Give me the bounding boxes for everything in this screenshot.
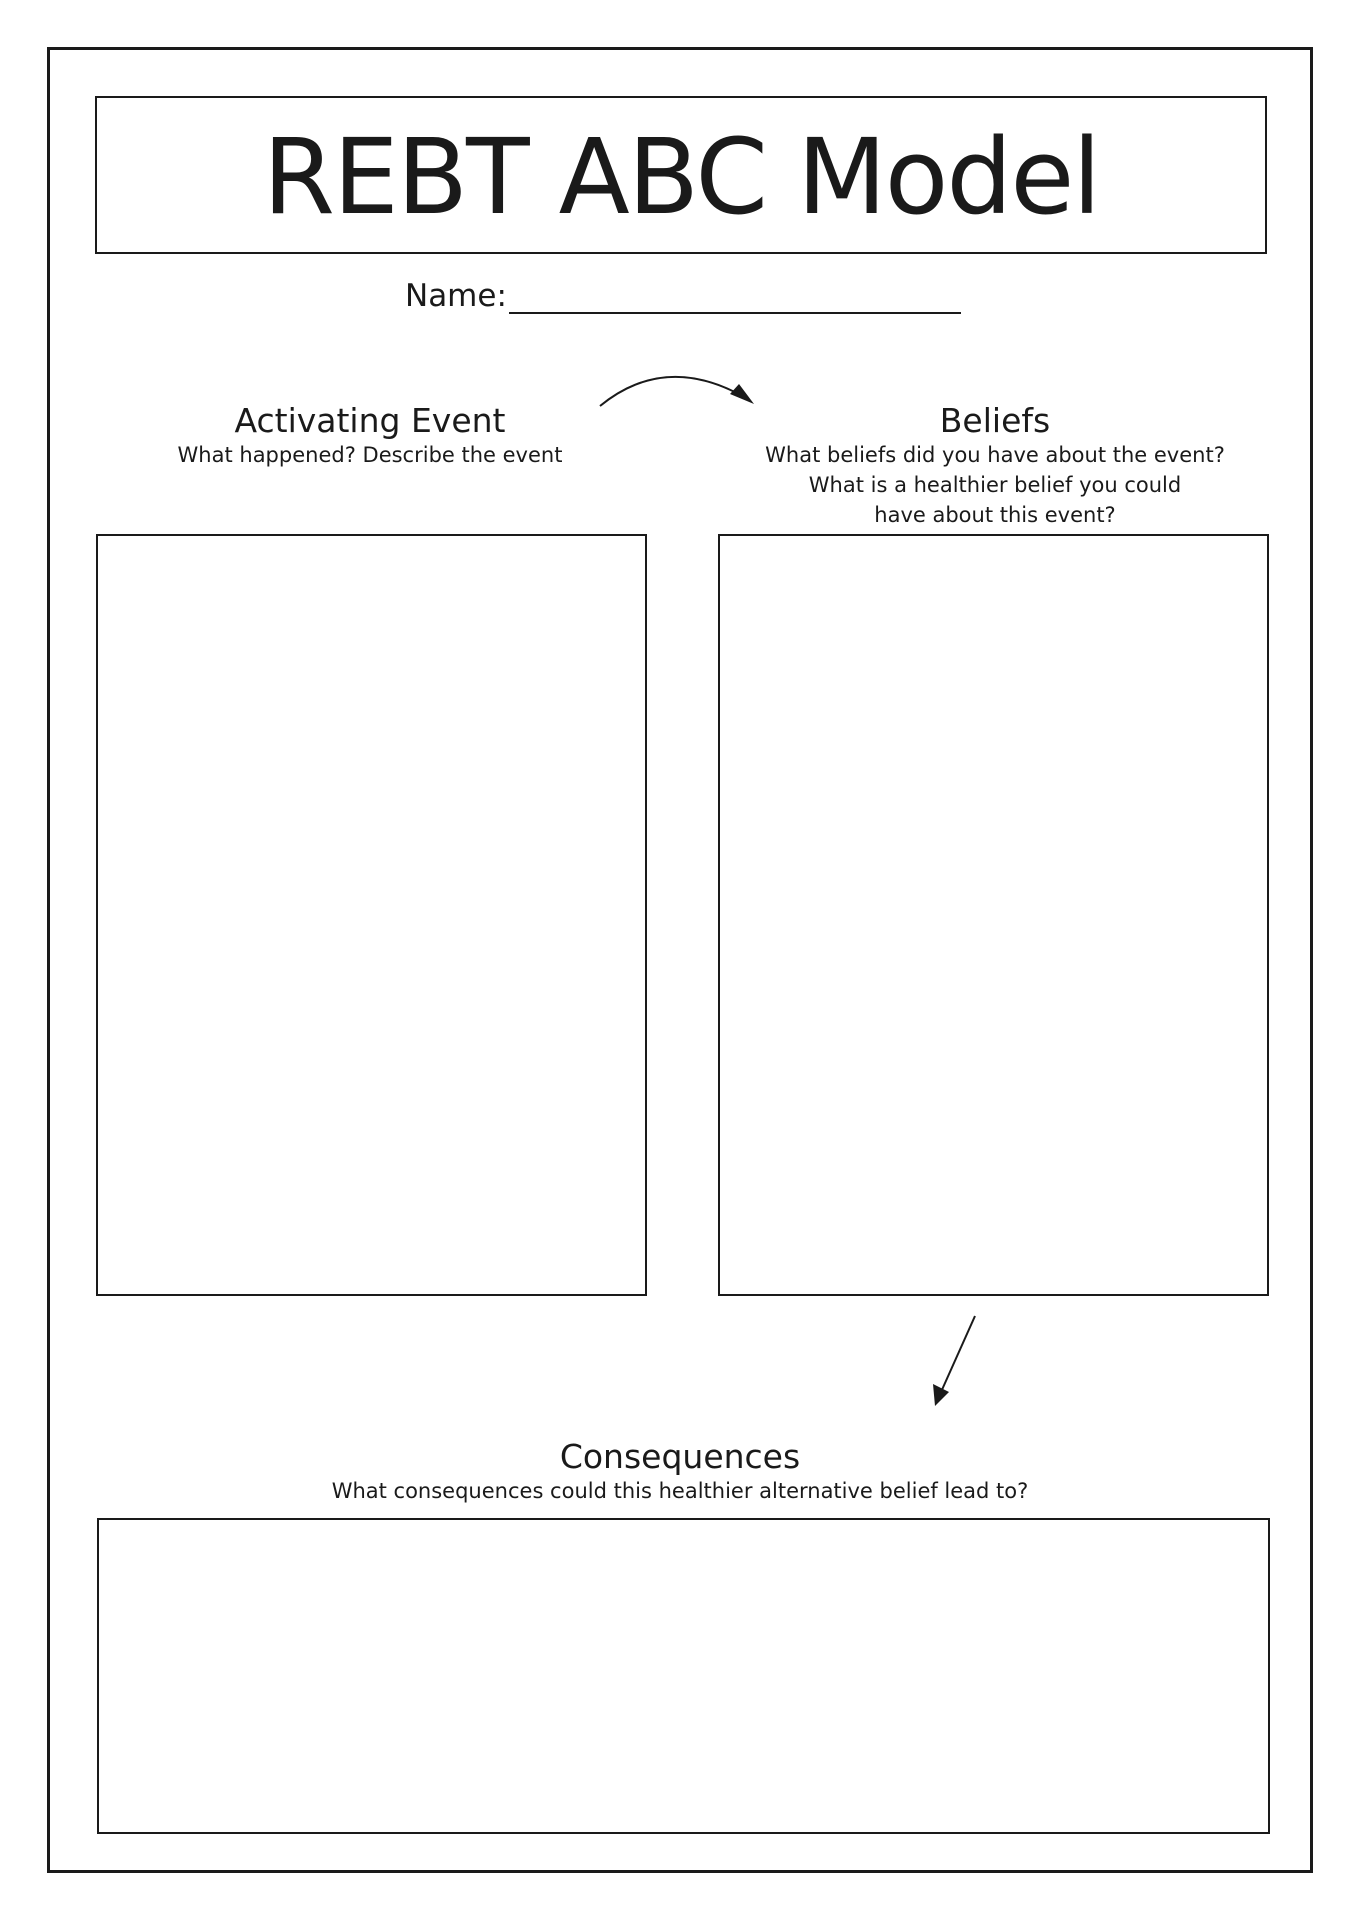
beliefs-prompt-line-2: What is a healthier belief you could bbox=[808, 473, 1182, 497]
arrow-down-left-icon bbox=[925, 1310, 985, 1410]
activating-event-answer-box[interactable] bbox=[96, 534, 647, 1296]
beliefs-header bbox=[740, 402, 1250, 530]
page-title: REBT ABC Model bbox=[262, 116, 1100, 238]
consequences-header bbox=[280, 1438, 1080, 1506]
beliefs-prompt-line-3: have about this event? bbox=[874, 503, 1116, 527]
activating-event-header bbox=[150, 402, 590, 470]
activating-event-title: Activating Event bbox=[234, 401, 506, 440]
beliefs-title: Beliefs bbox=[939, 401, 1051, 440]
beliefs-answer-box[interactable] bbox=[718, 534, 1269, 1296]
consequences-prompt: What consequences could this healthier alternative belief lead to? bbox=[331, 1479, 1029, 1503]
name-label: Name: bbox=[405, 278, 507, 314]
consequences-title: Consequences bbox=[559, 1437, 801, 1476]
name-input-line[interactable] bbox=[509, 312, 961, 314]
consequences-answer-box[interactable] bbox=[97, 1518, 1270, 1834]
name-row bbox=[405, 270, 965, 320]
beliefs-prompt-line-1: What beliefs did you have about the event? bbox=[765, 443, 1225, 467]
activating-event-prompt: What happened? Describe the event bbox=[177, 443, 563, 467]
title-box bbox=[95, 96, 1267, 254]
